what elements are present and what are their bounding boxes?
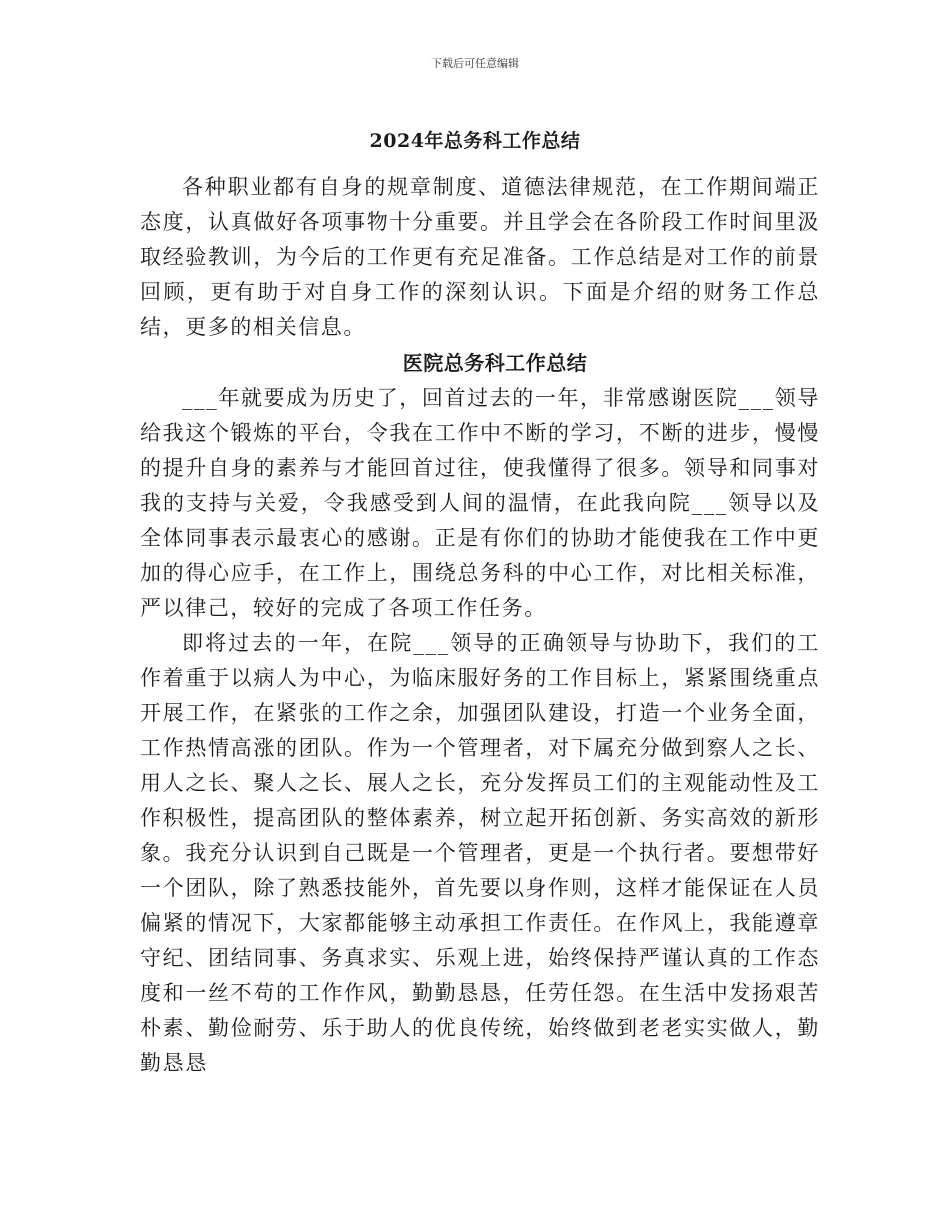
- header-note: 下载后可任意编辑: [431, 57, 519, 70]
- intro-paragraph: 各种职业都有自身的规章制度、道德法律规范，在工作期间端正态度，认真做好各项事物十分重要。并且学会在各阶段工作时间里汲取经验教训，为今后的工作更有充足准备。工作总结是对工作的前景回顾，更有助于对自身工作的深刻认识。下面是介绍的财务工作总结，更多的相关信息。: [140, 175, 820, 339]
- document-title: 2024年总务科工作总结: [369, 130, 581, 152]
- section-subtitle: 医院总务科工作总结: [402, 351, 588, 375]
- body-paragraph-1: ___年就要成为历史了，回首过去的一年，非常感谢医院___领导给我这个锻炼的平台，令我在工作中不断的学习，不断的进步，慢慢的提升自身的素养与才能回首过往，使我懂得了很多。领导和同事对我的支持与关爱，令我感受到人间的温情，在此我向院___领导以及全体同事表示最衷心的感谢。正是有你们的协助才能使我在工作中更加的得心应手，在工作上，围绕总务科的中心工作，对比相关标准，严以律己，较好的完成了各项工作任务。: [140, 386, 820, 620]
- body-paragraph-2: 即将过去的一年，在院___领导的正确领导与协助下，我们的工作着重于以病人为中心，为临床服好务的工作目标上，紧紧围绕重点开展工作，在紧张的工作之余，加强团队建设，打造一个业务全面，工作热情高涨的团队。作为一个管理者，对下属充分做到察人之长、用人之长、聚人之长、展人之长，充分发挥员工们的主观能动性及工作积极性，提高团队的整体素养，树立起开拓创新、务实高效的新形象。我充分认识到自己既是一个管理者，更是一个执行者。要想带好一个团队，除了熟悉技能外，首先要以身作则，这样才能保证在人员偏紧的情况下，大家都能够主动承担工作责任。在作风上，我能遵章守纪、团结同事、务真求实、乐观上进，始终保持严谨认真的工作态度和一丝不苟的工作作风，勤勤恳恳，任劳任怨。在生活中发扬艰苦朴素、勤俭耐劳、乐于助人的优良传统，始终做到老老实实做人，勤勤恳恳: [140, 631, 820, 1075]
- document-body: [140, 170, 820, 1081]
